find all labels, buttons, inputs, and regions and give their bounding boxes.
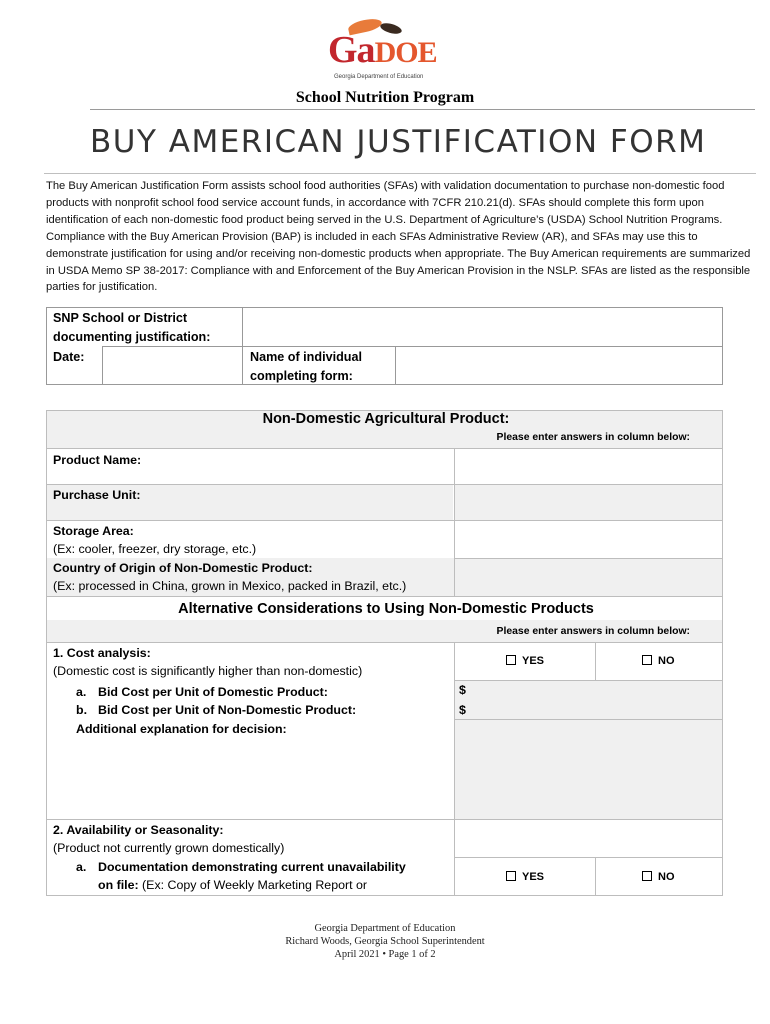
- answers-note: Please enter answers in column below:: [496, 432, 690, 443]
- explanation-field[interactable]: [455, 720, 722, 818]
- explanation-label: Additional explanation for decision:: [76, 722, 287, 736]
- section-title-alternatives: Alternative Considerations to Using Non-Domestic Products: [178, 601, 594, 617]
- divider: [90, 109, 755, 110]
- cost-b-letter: b.: [76, 703, 88, 717]
- name-field[interactable]: [396, 347, 722, 384]
- availability-no-checkbox[interactable]: NO: [642, 871, 675, 883]
- cost-a-letter: a.: [76, 685, 87, 699]
- form-title: BUY AMERICAN JUSTIFICATION FORM: [90, 124, 707, 160]
- name-label-2: completing form:: [250, 369, 353, 383]
- divider: [44, 173, 756, 174]
- checkbox-icon: [506, 655, 516, 665]
- logo-wordmark: GaDOE: [328, 29, 437, 71]
- availability-doc-label-2: on file: (Ex: Copy of Weekly Marketing Report or: [98, 878, 368, 892]
- cost-analysis-label: 1. Cost analysis:: [53, 646, 151, 660]
- checkbox-icon: [642, 871, 652, 881]
- snp-label: SNP School or District: [53, 311, 188, 325]
- country-origin-example: (Ex: processed in China, grown in Mexico, packed in Brazil, etc.): [53, 579, 407, 593]
- non-domestic-cost-field[interactable]: $: [459, 703, 466, 717]
- snp-district-field[interactable]: [243, 308, 722, 345]
- availability-doc-label: Documentation demonstrating current unavailability: [98, 860, 406, 874]
- gadoe-logo: [328, 20, 440, 82]
- availability-label: 2. Availability or Seasonality:: [53, 823, 224, 837]
- cost-analysis-sub: (Domestic cost is significantly higher than non-domestic): [53, 664, 363, 678]
- date-field[interactable]: [103, 347, 241, 384]
- checkbox-icon: [642, 655, 652, 665]
- purchase-unit-label: Purchase Unit:: [53, 488, 141, 502]
- cost-yes-checkbox[interactable]: YES: [506, 655, 544, 667]
- answers-note-2: Please enter answers in column below:: [496, 626, 690, 637]
- section-title-non-domestic: Non-Domestic Agricultural Product:: [262, 411, 510, 427]
- country-origin-field[interactable]: [455, 559, 722, 595]
- avail-a-letter: a.: [76, 860, 87, 874]
- availability-yes-checkbox[interactable]: YES: [506, 871, 544, 883]
- non-domestic-cost-label: Bid Cost per Unit of Non-Domestic Product:: [98, 703, 357, 717]
- product-name-label: Product Name:: [53, 453, 142, 467]
- cost-no-checkbox[interactable]: NO: [642, 655, 675, 667]
- snp-label-2: documenting justification:: [53, 330, 211, 344]
- storage-area-example: (Ex: cooler, freezer, dry storage, etc.): [53, 542, 257, 556]
- page-footer: [0, 922, 770, 961]
- storage-area-field[interactable]: [455, 521, 722, 557]
- footer-page: April 2021 • Page 1 of 2: [334, 949, 436, 960]
- domestic-cost-label: Bid Cost per Unit of Domestic Product:: [98, 685, 328, 699]
- product-name-field[interactable]: [455, 449, 722, 483]
- availability-field[interactable]: [455, 820, 722, 856]
- footer-superintendent: Richard Woods, Georgia School Superintendent: [285, 936, 485, 947]
- purchase-unit-field[interactable]: [455, 485, 722, 519]
- date-label: Date:: [53, 350, 85, 364]
- name-label: Name of individual: [250, 350, 362, 364]
- availability-sub: (Product not currently grown domestically): [53, 841, 285, 855]
- intro-paragraph: The Buy American Justification Form assists school food authorities (SFAs) with validation documentation to purchase non-domestic food products with nonprofit school food service account funds, in accordance with 7CFR 210.21(d). SFAs should complete this form upon identification of each non-domestic food product being served in the U.S. Department of Agriculture’s (USDA) School Nutrition Programs. Compliance with the Buy American Provision (BAP) is included in each SFAs Administrative Review (AR), and SFAs may use this to demonstrate justification for using and/or receiving non-domestic products when appropriate. The Buy American requirements are summarized in USDA Memo SP 38-2017: Compliance with and Enforcement of the Buy American Provision in the NSLP. SFAs are listed as the responsible parties for justification.: [46, 180, 751, 294]
- storage-area-label: Storage Area:: [53, 524, 134, 538]
- checkbox-icon: [506, 871, 516, 881]
- footer-org: Georgia Department of Education: [314, 923, 456, 934]
- domestic-cost-field[interactable]: $: [459, 683, 466, 697]
- country-origin-label: Country of Origin of Non-Domestic Product:: [53, 561, 313, 575]
- logo-subtitle: Georgia Department of Education: [334, 74, 424, 80]
- program-title: School Nutrition Program: [295, 89, 475, 106]
